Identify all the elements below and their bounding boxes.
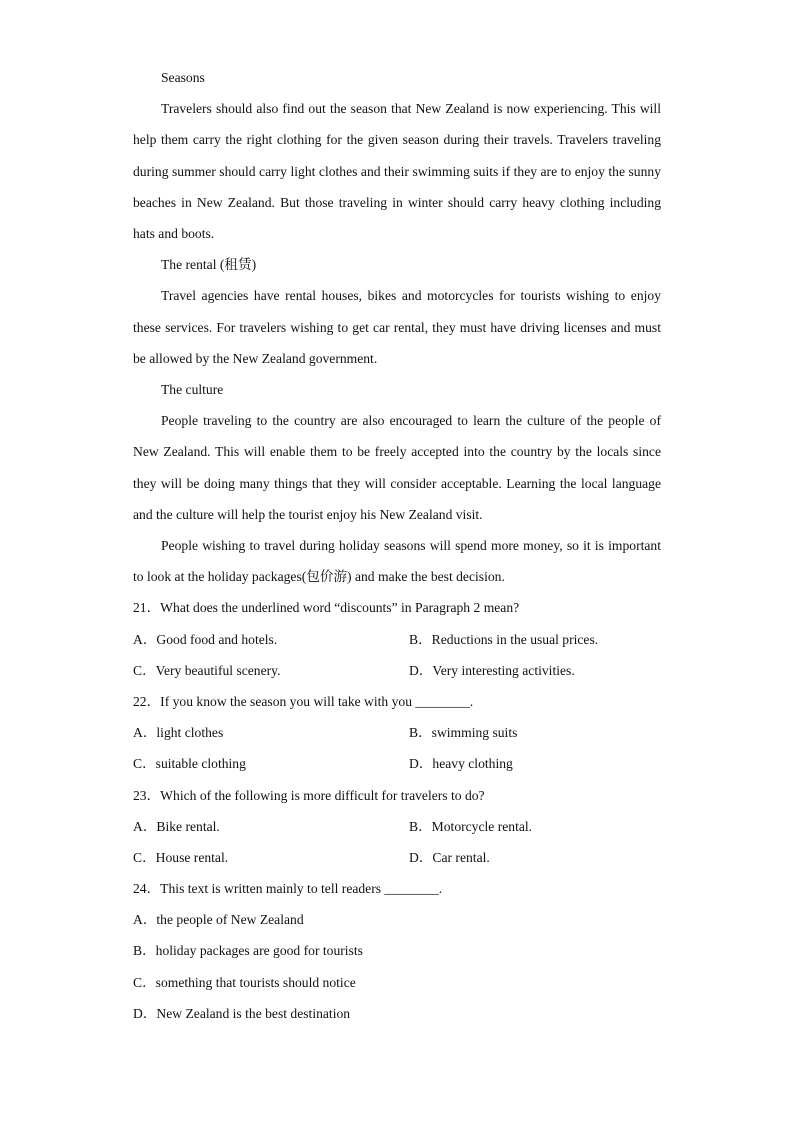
paragraph-culture: People traveling to the country are also encouraged to learn the culture of the people of New Zealand. This will enable them to be freely accepted into the country by the locals since they will be doing many things that they will consider acceptable. Learning the local language and the culture will help the tourist enjoy his New Zealand visit. — [133, 413, 661, 522]
paragraph-rental: Travel agencies have rental houses, bikes and motorcycles for tourists wishing to enjoy these services. For travelers wishing to get car rental, they must have driving licenses and must be allowed by the New Zealand government. — [133, 288, 661, 366]
paragraph-holiday: People wishing to travel during holiday seasons will spend more money, so it is important to look at the holiday packages(包价游) and make the best decision. — [133, 538, 661, 585]
question-23-options-row-2 — [133, 842, 661, 873]
section-heading-seasons: Seasons — [161, 70, 205, 85]
question-24-option-a: A．the people of New Zealand — [133, 912, 304, 928]
question-23-option-d: D．Car rental. — [409, 849, 490, 865]
paragraph-seasons: Travelers should also find out the season that New Zealand is now experiencing. This will help them carry the right clothing for the given season during their travels. Travelers traveling during summer should carry light clothes and their swimming suits if they are to enjoy the sunny beaches in New Zealand. But those traveling in winter should carry heavy clothing including hats and boots. — [133, 101, 661, 241]
question-24-option-b: B．holiday packages are good for tourists — [133, 943, 363, 959]
question-23-stem: 23．Which of the following is more difficult for travelers to do? — [133, 787, 485, 803]
question-24-stem: 24．This text is written mainly to tell readers ________. — [133, 881, 443, 897]
question-24-option-c: C．something that tourists should notice — [133, 974, 356, 990]
document-page — [133, 62, 661, 1029]
question-22-option-b: B．swimming suits — [409, 725, 518, 741]
question-22-option-d: D．heavy clothing — [409, 756, 513, 772]
question-22-options-row-2 — [133, 748, 661, 779]
section-heading-rental: The rental (租赁) — [161, 257, 257, 273]
question-21-option-d: D．Very interesting activities. — [409, 662, 575, 678]
question-23-option-b: B．Motorcycle rental. — [409, 818, 533, 834]
question-21-option-c: C．Very beautiful scenery. — [133, 662, 281, 678]
question-22-option-c: C．suitable clothing — [133, 756, 246, 772]
question-22-options-row-1 — [133, 717, 661, 748]
section-heading-culture: The culture — [161, 382, 224, 397]
question-23-options-row-1 — [133, 811, 661, 842]
question-23-option-a: A．Bike rental. — [133, 818, 220, 834]
question-22-option-a: A．light clothes — [133, 725, 224, 741]
question-21-options-row-2 — [133, 655, 661, 686]
question-23-option-c: C．House rental. — [133, 849, 229, 865]
question-21-option-b: B．Reductions in the usual prices. — [409, 631, 599, 647]
question-21-options-row-1 — [133, 624, 661, 655]
question-21-stem: 21．What does the underlined word “discounts” in Paragraph 2 mean? — [133, 600, 520, 616]
question-21-option-a: A．Good food and hotels. — [133, 631, 278, 647]
question-22-stem: 22．If you know the season you will take with you ________. — [133, 693, 474, 709]
question-24-option-d: D．New Zealand is the best destination — [133, 1005, 351, 1021]
